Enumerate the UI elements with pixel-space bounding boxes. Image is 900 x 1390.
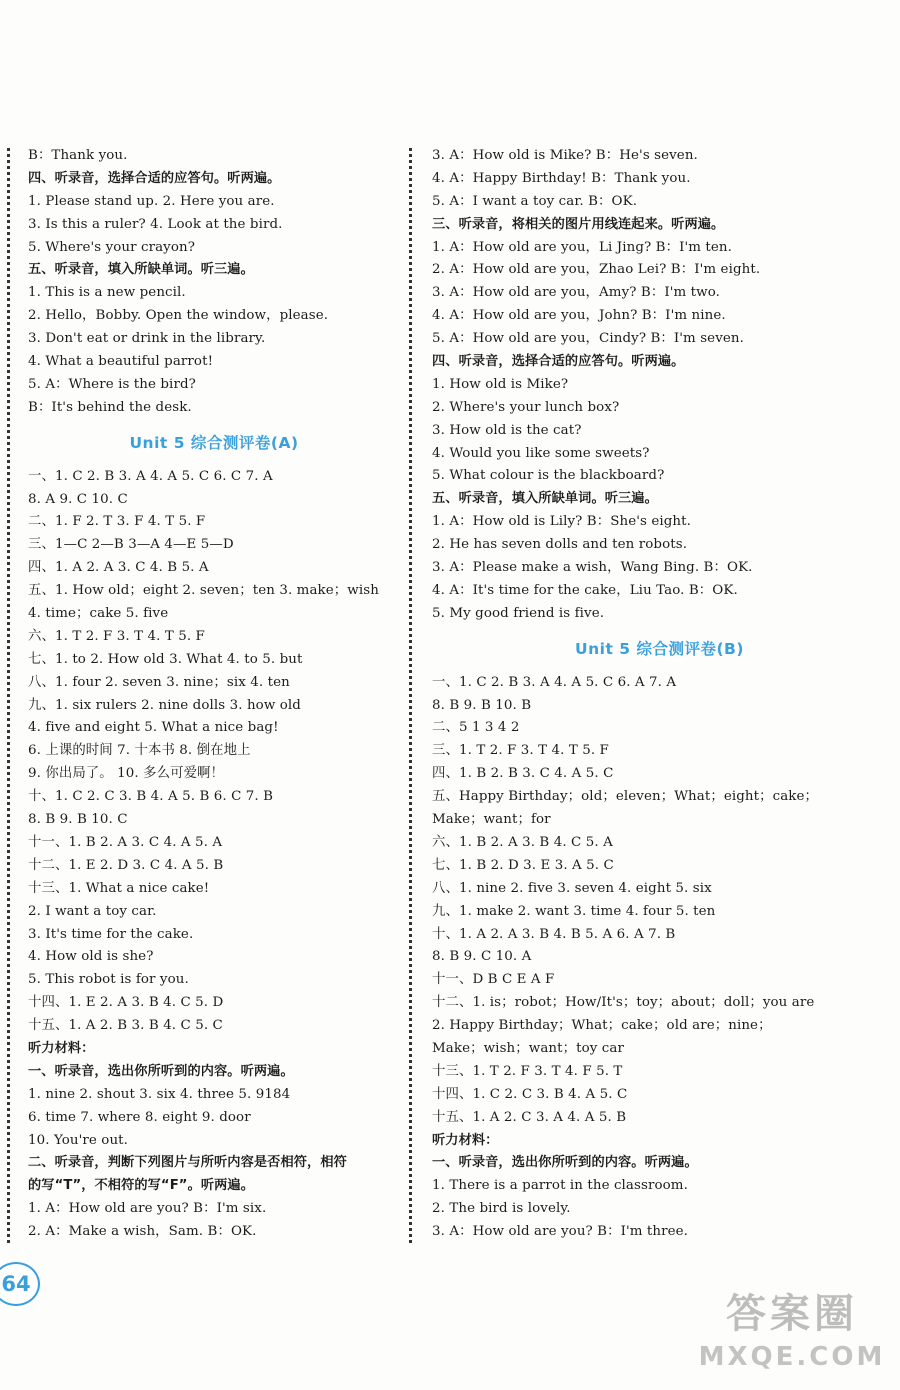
text-line: 4. time；cake 5. five: [28, 606, 169, 622]
text-line: 三、1—C 2—B 3—A 4—E 5—D: [28, 537, 234, 553]
center-dotted-divider: [409, 148, 412, 1243]
text-line: 5. This robot is for you.: [28, 972, 189, 988]
page-number-badge: 64: [0, 1262, 40, 1306]
text-line: 3. A：How old are you，Amy? B：I'm two.: [432, 285, 720, 301]
text-line: 1. A：How old is Lily? B：She's eight.: [432, 514, 691, 530]
text-line: 1. There is a parrot in the classroom.: [432, 1178, 688, 1194]
text-line: Make；wish；want；toy car: [432, 1040, 624, 1056]
text-line: 十、1. C 2. C 3. B 4. A 5. B 6. C 7. B: [28, 789, 274, 805]
text-line: 5. My good friend is five.: [432, 605, 605, 621]
section-heading: Unit 5 综合测评卷(B): [575, 639, 744, 658]
text-line: 七、1. to 2. How old 3. What 4. to 5. but: [28, 651, 303, 667]
text-line: 五、1. How old；eight 2. seven；ten 3. make；wish: [28, 583, 379, 599]
text-line: 十、1. A 2. A 3. B 4. B 5. A 6. A 7. B: [432, 926, 676, 942]
text-line: 九、1. make 2. want 3. time 4. four 5. ten: [432, 903, 716, 919]
text-line: 2. The bird is lovely.: [432, 1201, 571, 1217]
text-line: 5. What colour is the blackboard?: [432, 468, 665, 484]
text-line: B：Thank you.: [28, 148, 128, 163]
text-line: 三、1. T 2. F 3. T 4. T 5. F: [432, 743, 609, 759]
text-line: 5. Where's your crayon?: [28, 239, 196, 255]
section-heading: Unit 5 综合测评卷(A): [129, 433, 299, 452]
text-line: 3. A：How old are you? B：I'm three.: [432, 1224, 689, 1240]
text-line: 8. B 9. B 10. B: [432, 697, 532, 713]
text-line: 2. I want a toy car.: [28, 903, 157, 919]
text-line: 一、1. C 2. B 3. A 4. A 5. C 6. A 7. A: [432, 674, 677, 690]
text-line: 2. A：How old are you，Zhao Lei? B：I'm eight.: [432, 262, 761, 278]
text-line: 一、听录音，选出你所听到的内容。听两遍。: [432, 1155, 698, 1171]
text-line: 听力材料：: [28, 1040, 95, 1056]
text-line: 十三、1. T 2. F 3. T 4. F 5. T: [432, 1063, 623, 1079]
text-line: 听力材料：: [432, 1132, 499, 1148]
watermark-logo: [696, 1288, 888, 1380]
text-line: 十四、1. E 2. A 3. B 4. C 5. D: [28, 995, 224, 1011]
text-line: 4. What a beautiful parrot!: [28, 354, 214, 370]
text-line: 2. Hello，Bobby. Open the window，please.: [28, 308, 329, 324]
text-line: 1. This is a new pencil.: [28, 285, 186, 301]
text-line: 3. Don't eat or drink in the library.: [28, 331, 266, 347]
text-line: 十五、1. A 2. C 3. A 4. A 5. B: [432, 1109, 627, 1125]
text-line: 八、1. nine 2. five 3. seven 4. eight 5. six: [432, 880, 712, 896]
text-line: 一、1. C 2. B 3. A 4. A 5. C 6. C 7. A: [28, 468, 273, 484]
text-line: 3. A：Please make a wish，Wang Bing. B：OK.: [432, 560, 753, 576]
text-line: 4. A：Happy Birthday! B：Thank you.: [432, 170, 691, 186]
text-line: 5. A：How old are you，Cindy? B：I'm seven.: [432, 331, 744, 347]
text-line: 十一、D B C E A F: [432, 972, 555, 988]
text-line: B：It's behind the desk.: [28, 399, 192, 415]
left-dotted-border: [7, 148, 10, 1243]
text-line: 2. He has seven dolls and ten robots.: [432, 537, 688, 553]
text-line: 二、听录音，判断下列图片与所听内容是否相符，相符: [28, 1155, 347, 1171]
text-line: 四、1. A 2. A 3. C 4. B 5. A: [28, 560, 209, 576]
text-line: 4. How old is she?: [28, 949, 154, 965]
text-line: 3. How old is the cat?: [432, 422, 582, 438]
text-line: 十一、1. B 2. A 3. C 4. A 5. A: [28, 834, 223, 850]
text-line: 8. A 9. C 10. C: [28, 491, 128, 507]
text-line: 6. time 7. where 8. eight 9. door: [28, 1109, 251, 1125]
text-line: 六、1. T 2. F 3. T 4. T 5. F: [28, 628, 205, 644]
text-line: 4. Would you like some sweets?: [432, 445, 650, 461]
text-line: 五、听录音，填入所缺单词。听三遍。: [432, 491, 658, 507]
text-line: 1. Please stand up. 2. Here you are.: [28, 193, 275, 209]
text-line: 5. A：I want a toy car. B：OK.: [432, 193, 638, 209]
text-line: 一、听录音，选出你所听到的内容。听两遍。: [28, 1063, 294, 1079]
text-line: 二、1. F 2. T 3. F 4. T 5. F: [28, 514, 206, 530]
text-line: 1. A：How old are you? B：I'm six.: [28, 1201, 267, 1217]
text-line: 二、5 1 3 4 2: [432, 720, 520, 736]
text-line: 3. A：How old is Mike? B：He's seven.: [432, 148, 698, 163]
text-line: Make；want；for: [432, 812, 551, 828]
watermark-text: 答案圈: [726, 1291, 858, 1337]
text-line: 的写“T”，不相符的写“F”。听两遍。: [28, 1178, 255, 1194]
text-line: 八、1. four 2. seven 3. nine；six 4. ten: [28, 674, 290, 690]
text-line: 2. A：Make a wish，Sam. B：OK.: [28, 1224, 257, 1240]
text-line: 9. 你出局了。 10. 多么可爱啊！: [28, 766, 225, 782]
text-line: 十二、1. E 2. D 3. C 4. A 5. B: [28, 857, 224, 873]
text-line: 4. A：It's time for the cake，Liu Tao. B：OK.: [432, 582, 738, 598]
text-line: 十二、1. is；robot；How/It's；toy；about；doll；you are: [432, 995, 815, 1011]
right-column: [432, 145, 887, 1244]
text-line: 6. 上课的时间 7. 十本书 8. 倒在地上: [28, 743, 251, 759]
text-line: 六、1. B 2. A 3. B 4. C 5. A: [432, 834, 613, 850]
text-line: 2. Where's your lunch box?: [432, 399, 620, 415]
text-line: 4. A：How old are you，John? B：I'm nine.: [432, 308, 726, 324]
text-line: 1. nine 2. shout 3. six 4. three 5. 9184: [28, 1086, 291, 1102]
text-line: 九、1. six rulers 2. nine dolls 3. how old: [28, 697, 301, 713]
text-line: 5. A：Where is the bird?: [28, 376, 196, 392]
text-line: 1. A：How old are you，Li Jing? B：I'm ten.: [432, 239, 732, 255]
text-line: 2. Happy Birthday；What；cake；old are；nine；: [432, 1018, 772, 1034]
text-line: 8. B 9. B 10. C: [28, 812, 128, 828]
text-line: 三、听录音，将相关的图片用线连起来。听两遍。: [432, 216, 725, 232]
text-line: 1. How old is Mike?: [432, 376, 569, 392]
text-line: 十三、1. What a nice cake!: [28, 880, 210, 896]
text-line: 十四、1. C 2. C 3. B 4. A 5. C: [432, 1086, 628, 1102]
text-line: 四、听录音，选择合适的应答句。听两遍。: [432, 354, 685, 370]
text-line: 五、Happy Birthday；old；eleven；What；eight；cake；: [432, 789, 819, 805]
text-line: 七、1. B 2. D 3. E 3. A 5. C: [432, 857, 614, 873]
text-line: 五、听录音，填入所缺单词。听三遍。: [28, 262, 254, 278]
text-line: 10. You're out.: [28, 1132, 129, 1148]
watermark-url: MXQE.COM: [698, 1342, 886, 1372]
text-line: 四、听录音，选择合适的应答句。听两遍。: [28, 170, 281, 186]
text-line: 四、1. B 2. B 3. C 4. A 5. C: [432, 766, 614, 782]
text-line: 3. It's time for the cake.: [28, 926, 194, 942]
text-line: 十五、1. A 2. B 3. B 4. C 5. C: [28, 1018, 223, 1034]
text-line: 8. B 9. C 10. A: [432, 949, 532, 965]
text-line: 4. five and eight 5. What a nice bag!: [28, 720, 279, 736]
text-line: 3. Is this a ruler? 4. Look at the bird.: [28, 216, 283, 232]
left-column: [28, 145, 400, 1244]
